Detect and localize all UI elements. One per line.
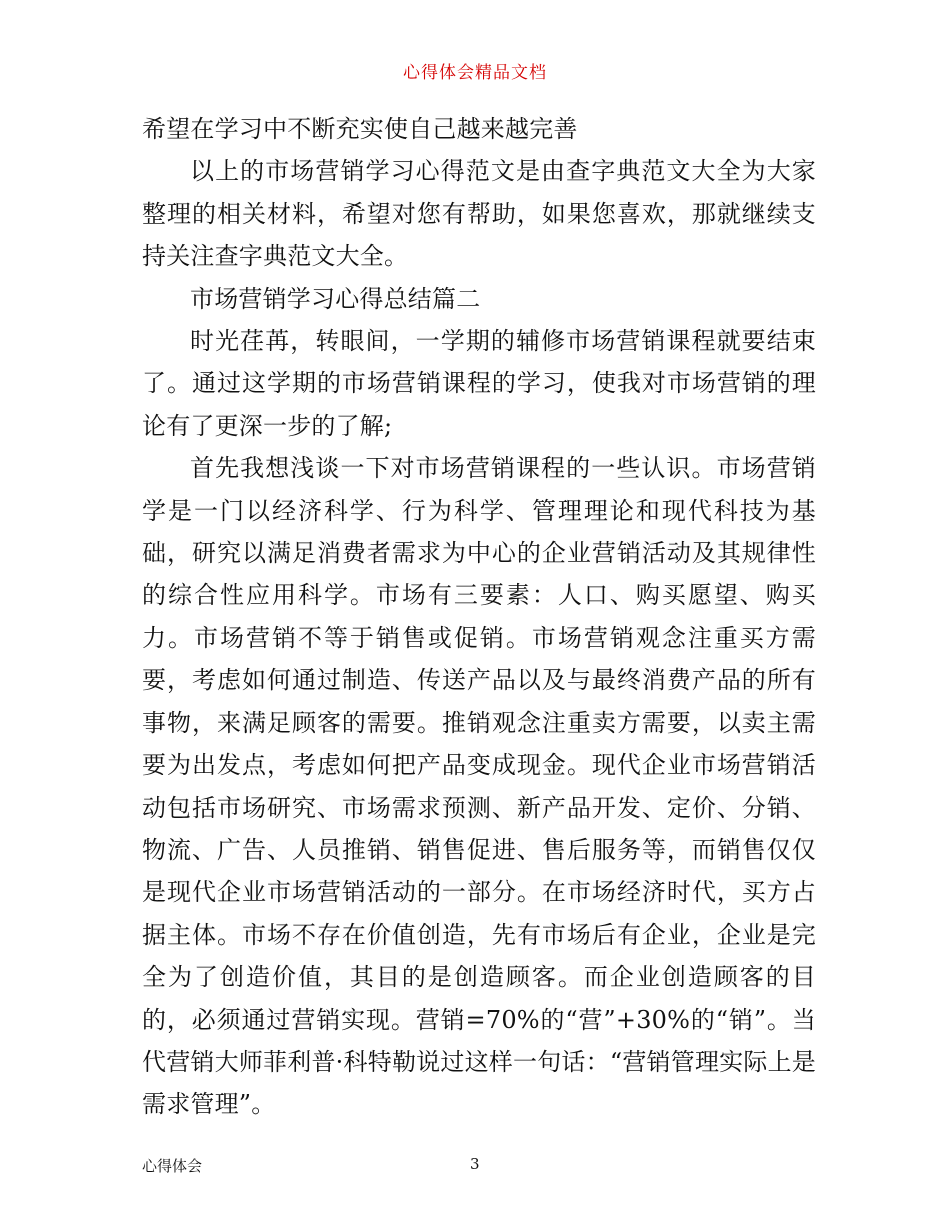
paragraph-1: 希望在学习中不断充实使自己越来越完善 (142, 115, 578, 143)
paragraph-3: 时光荏苒，转眼间，一学期的辅修市场营销课程就要结束了。通过这学期的市场营销课程的学习，使我对市场营销的理论有了更深一步的了解; (142, 327, 816, 440)
body-text (142, 108, 816, 1126)
header-title: 心得体会精品文档 (403, 63, 547, 83)
section-heading: 市场营销学习心得总结篇二 (190, 284, 481, 313)
footer-label: 心得体会 (142, 1157, 203, 1175)
paragraph-2: 以上的市场营销学习心得范文是由查字典范文大全为大家整理的相关材料，希望对您有帮助，如果您喜欢，那就继续支持关注查字典范文大全。 (142, 157, 816, 271)
page-number: 3 (470, 1155, 480, 1173)
paragraph-4: 首先我想浅谈一下对市场营销课程的一些认识。市场营销学是一门以经济科学、行为科学、管理理论和现代科技为基础，研究以满足消费者需求为中心的企业营销活动及其规律性的综合性应用科学。市场有三要素：人口、购买愿望、购买力。市场营销不等于销售或促销。市场营销观念注重买方需要，考虑如何通过制造、传送产品以及与最终消费产品的所有事物，来满足顾客的需要。推销观念注重卖方需要，以卖主需要为出发点，考虑如何把产品变成现金。现代企业市场营销活动包括市场研究、市场需求预测、新产品开发、定价、分销、物流、广告、人员推销、销售促进、售后服务等，而销售仅仅是现代企业市场营销活动的一部分。在市场经济时代，买方占据主体。市场不存在价值创造，先有市场后有企业，企业是完全为了创造价值，其目的是创造顾客。而企业创造顾客的目的，必须通过营销实现。营销=70%的“营”+30%的“销”。当代营销大师菲利普·科特勒说过这样一句话：“营销管理实际上是需求管理”。 (142, 454, 816, 1119)
